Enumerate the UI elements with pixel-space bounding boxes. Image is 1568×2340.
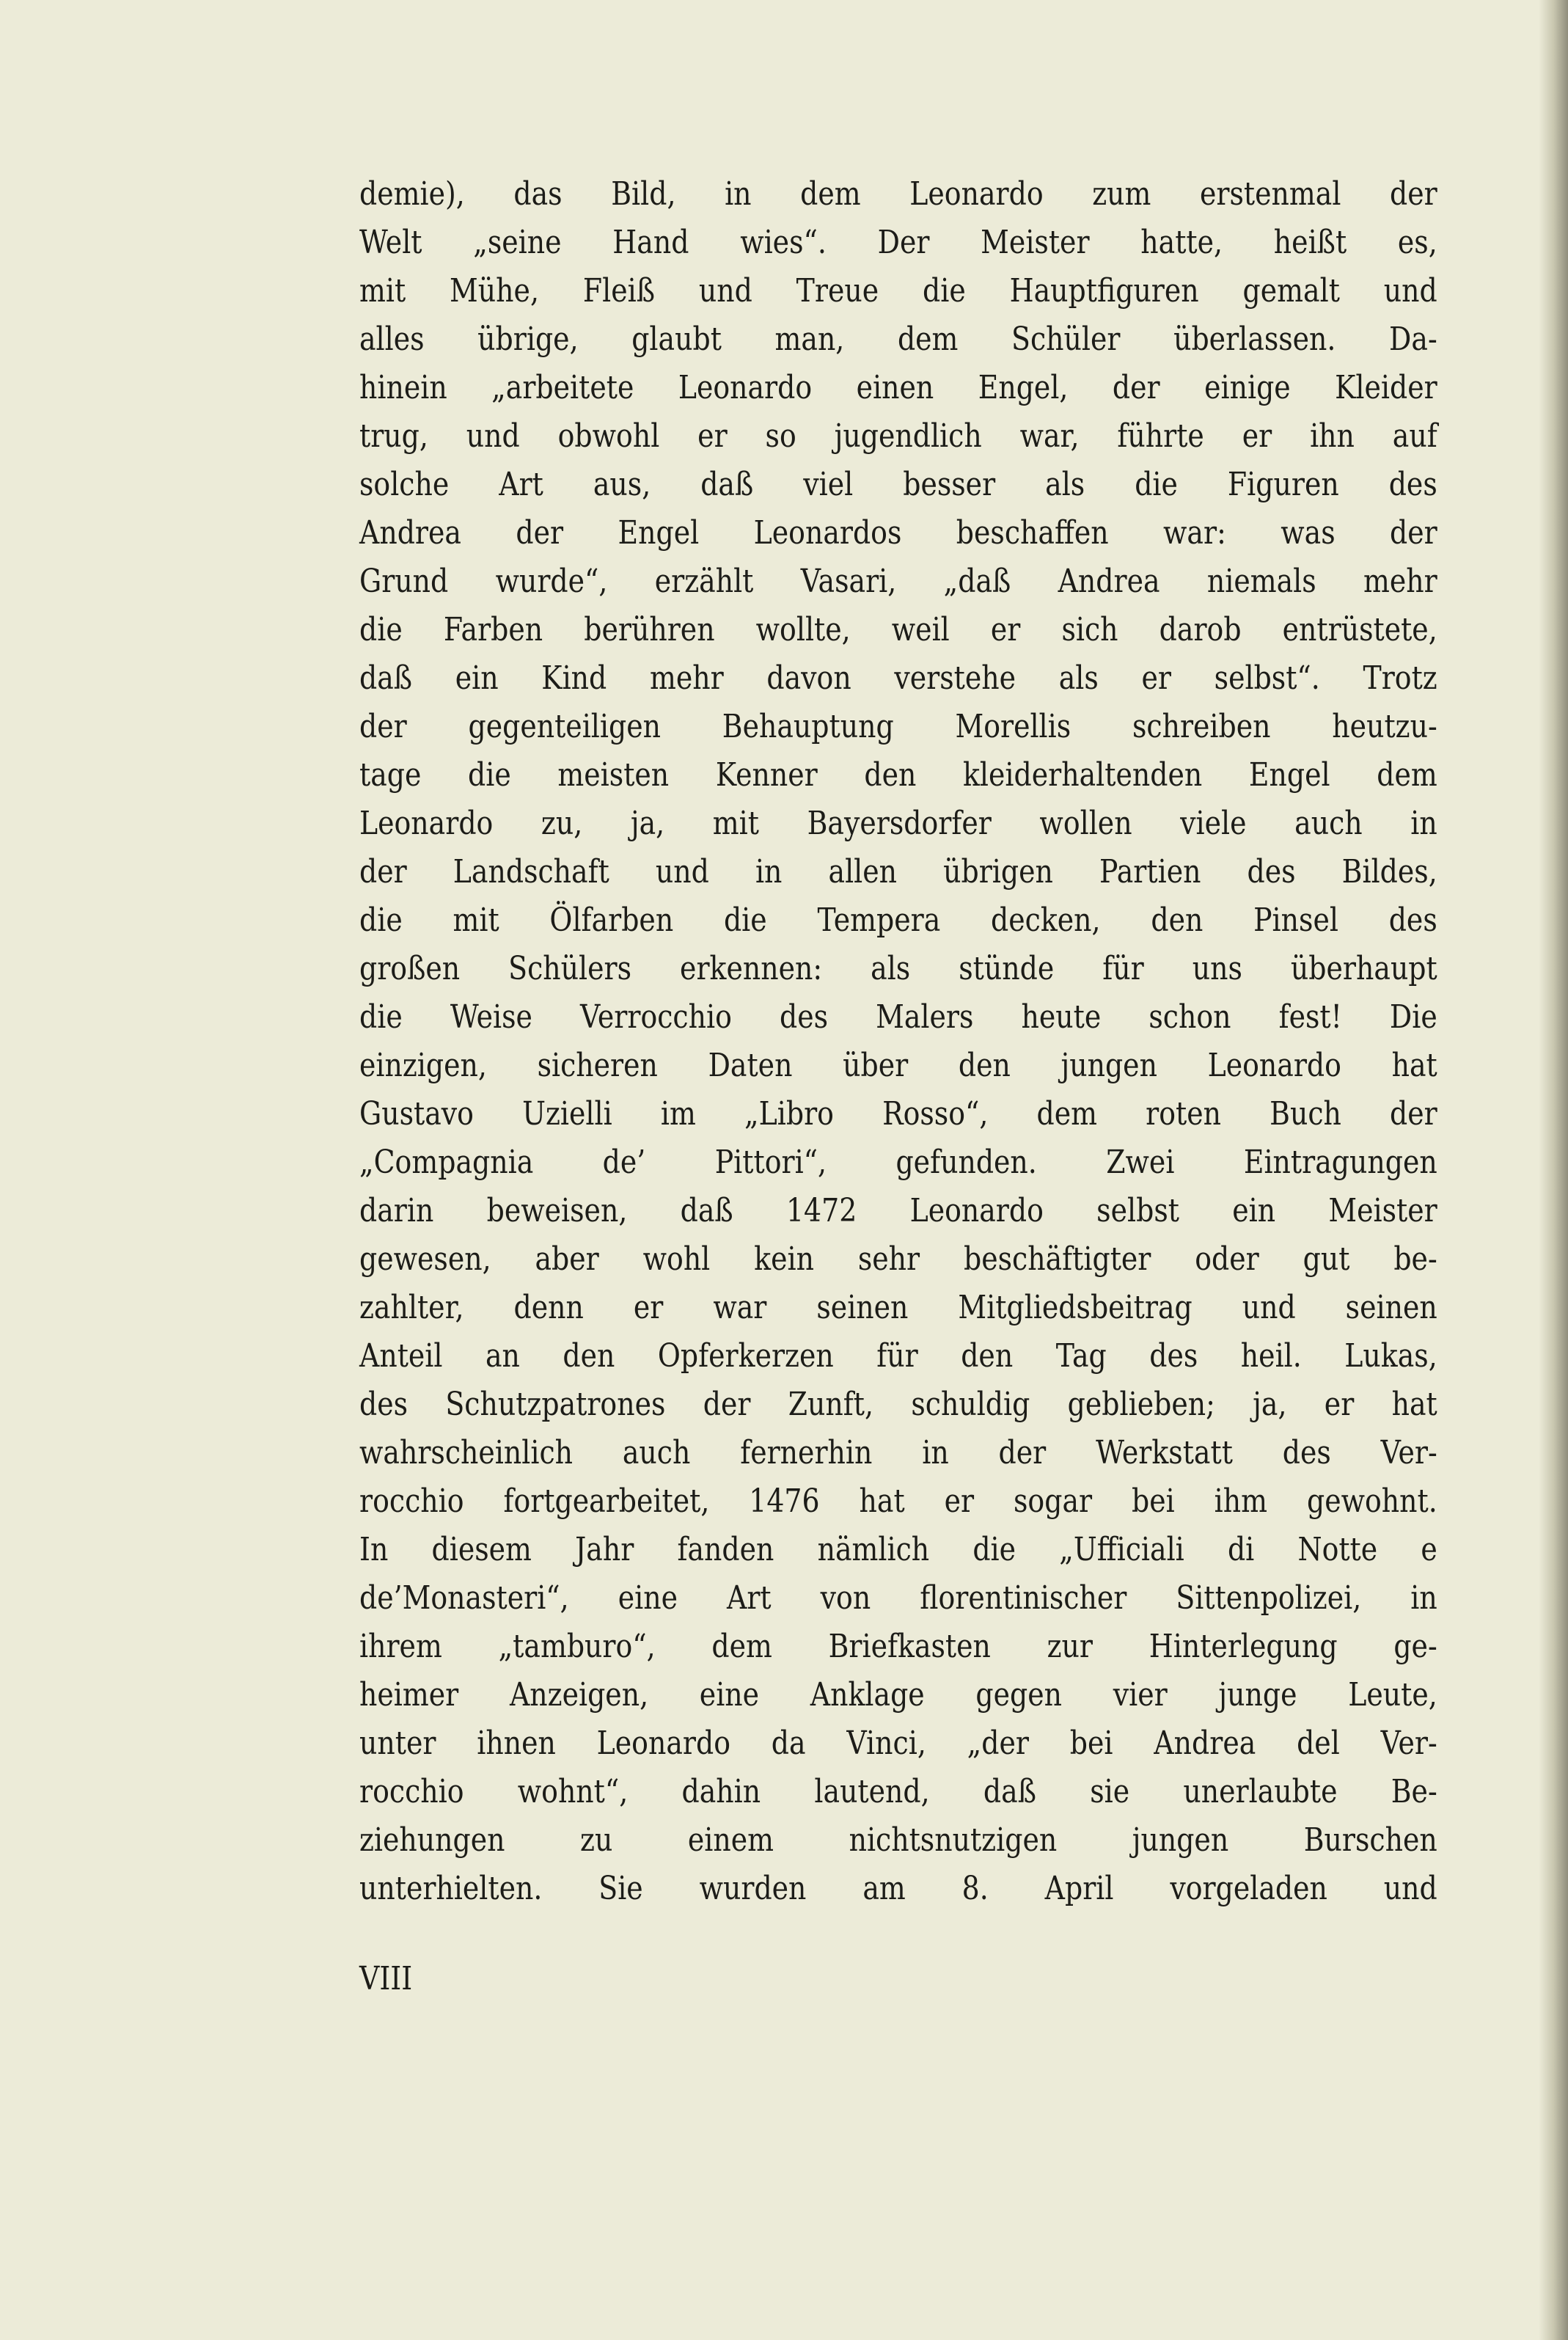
text-line: Leonardo zu, ja, mit Bayersdorfer wollen viele auch in	[359, 805, 1437, 842]
text-line: die mit Ölfarben die Tempera decken, den Pinsel des	[359, 902, 1437, 939]
text-line: gewesen, aber wohl kein sehr beschäftigter oder gut be-	[359, 1240, 1437, 1278]
text-line: demie), das Bild, in dem Leonardo zum erstenmal der	[359, 175, 1437, 213]
text-line: tage die meisten Kenner den kleiderhaltenden Engel dem	[359, 756, 1437, 794]
text-line: „Compagnia de’ Pittori“, gefunden. Zwei Eintragungen	[359, 1144, 1437, 1181]
page-number: VIII	[359, 1960, 413, 1997]
text-line: rocchio wohnt“, dahin lautend, daß sie unerlaubte Be-	[359, 1773, 1437, 1810]
text-line: hinein „arbeitete Leonardo einen Engel, der einige Kleider	[359, 369, 1437, 406]
text-line: die Farben berühren wollte, weil er sich darob entrüstete,	[359, 611, 1437, 648]
text-line: heimer Anzeigen, eine Anklage gegen vier junge Leute,	[359, 1676, 1437, 1714]
text-line: Gustavo Uzielli im „Libro Rosso“, dem roten Buch der	[359, 1095, 1437, 1133]
text-line: Anteil an den Opferkerzen für den Tag des heil. Lukas,	[359, 1337, 1437, 1375]
text-line: Grund wurde“, erzählt Vasari, „daß Andrea niemals mehr	[359, 563, 1437, 600]
text-line: zahlter, denn er war seinen Mitgliedsbeitrag und seinen	[359, 1289, 1437, 1326]
text-line: trug, und obwohl er so jugendlich war, führte er ihn auf	[359, 417, 1437, 455]
text-line: unterhielten. Sie wurden am 8. April vorgeladen und	[359, 1870, 1437, 1907]
text-line: des Schutzpatrones der Zunft, schuldig geblieben; ja, er hat	[359, 1386, 1437, 1423]
text-line: der gegenteiligen Behauptung Morellis schreiben heutzu-	[359, 708, 1437, 745]
body-text	[359, 170, 1437, 1913]
text-line: unter ihnen Leonardo da Vinci, „der bei Andrea del Ver-	[359, 1725, 1437, 1762]
book-binding-edge	[1539, 0, 1568, 2340]
text-line: Welt „seine Hand wies“. Der Meister hatte, heißt es,	[359, 224, 1437, 261]
text-line: einzigen, sicheren Daten über den jungen Leonardo hat	[359, 1047, 1437, 1084]
text-line: der Landschaft und in allen übrigen Partien des Bildes,	[359, 853, 1437, 891]
text-line: wahrscheinlich auch fernerhin in der Werkstatt des Ver-	[359, 1434, 1437, 1471]
text-line: Andrea der Engel Leonardos beschaffen war: was der	[359, 514, 1437, 552]
text-line: solche Art aus, daß viel besser als die Figuren des	[359, 466, 1437, 503]
text-line: alles übrige, glaubt man, dem Schüler überlassen. Da-	[359, 321, 1437, 358]
text-line: ihrem „tamburo“, dem Briefkasten zur Hinterlegung ge-	[359, 1628, 1437, 1665]
text-line: darin beweisen, daß 1472 Leonardo selbst ein Meister	[359, 1192, 1437, 1229]
text-line: mit Mühe, Fleiß und Treue die Hauptfiguren gemalt und	[359, 272, 1437, 310]
text-line: ziehungen zu einem nichtsnutzigen jungen Burschen	[359, 1821, 1437, 1859]
text-line: In diesem Jahr fanden nämlich die „Ufficiali di Notte e	[359, 1531, 1437, 1568]
text-line: die Weise Verrocchio des Malers heute schon fest! Die	[359, 998, 1437, 1036]
text-line: daß ein Kind mehr davon verstehe als er selbst“. Trotz	[359, 659, 1437, 697]
text-line: de’Monasteri“, eine Art von florentinischer Sittenpolizei, in	[359, 1579, 1437, 1617]
text-line: großen Schülers erkennen: als stünde für uns überhaupt	[359, 950, 1437, 987]
text-line: rocchio fortgearbeitet, 1476 hat er sogar bei ihm gewohnt.	[359, 1482, 1437, 1520]
